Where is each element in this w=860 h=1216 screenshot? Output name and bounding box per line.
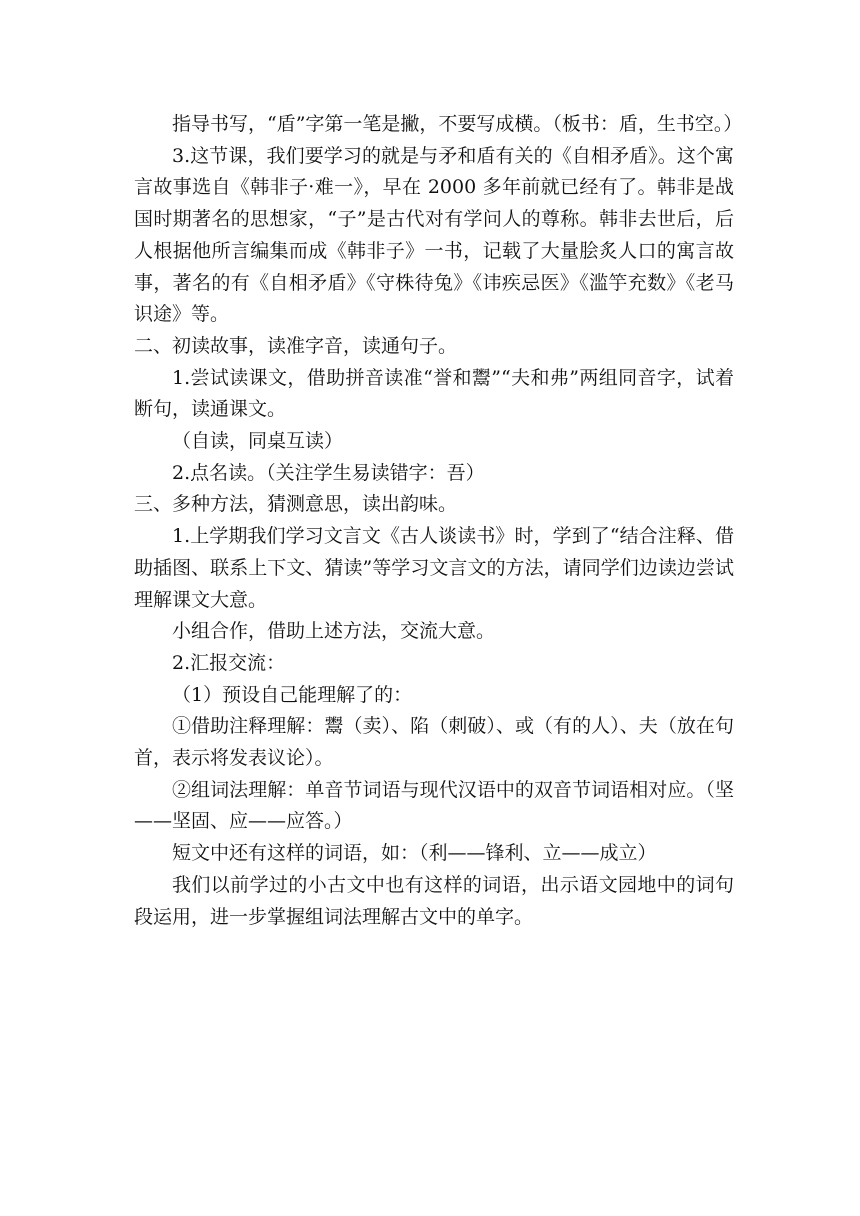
paragraph: 1.上学期我们学习文言文《古人谈读书》时，学到了“结合注释、借助插图、联系上下文、猜读”等学习文言文的方法，请同学们边读边尝试理解课文大意。 <box>134 525 734 611</box>
paragraph: ②组词法理解：单音节词语与现代汉语中的双音节词语相对应。（坚——坚固、应——应答。） <box>134 778 734 833</box>
section-heading: 二、初读故事，读准字音，读通句子。 <box>134 334 458 357</box>
paragraph: 短文中还有这样的词语，如：（利——锋利、立——成立） <box>172 842 657 865</box>
paragraph: 3.这节课，我们要学习的就是与矛和盾有关的《自相矛盾》。这个寓言故事选自《韩非子·难一》，早在 2000 多年前就已经有了。韩非是战国时期著名的思想家，“子”是古代对有学问人的尊称。韩非去世后，后人根据他所言编集而成《韩非子》一书，记载了大量脍炙人口的寓言故事，著名的有《自相矛盾》《守株待兔》《讳疾忌医》《滥竽充数》《老马识途》等。 <box>134 144 734 326</box>
section-heading: 三、多种方法，猜测意思，读出韵味。 <box>134 493 458 516</box>
paragraph: 小组合作，借助上述方法，交流大意。 <box>172 620 496 643</box>
paragraph: （1）预设自己能理解了的： <box>172 683 413 706</box>
paragraph: 1.尝试读课文，借助拼音读准“誉和鬻”“夫和弗”两组同音字，试着断句，读通课文。 <box>134 366 734 421</box>
paragraph: 指导书写，“盾”字第一笔是撇，不要写成横。（板书：盾，生书空。） <box>172 113 743 135</box>
paragraph: 我们以前学过的小古文中也有这样的词语，出示语文园地中的词句段运用，进一步掌握组词法理解古文中的单字。 <box>134 873 734 928</box>
document-body <box>134 109 743 933</box>
paragraph: （自读，同桌互读） <box>172 430 344 453</box>
paragraph: ①借助注释理解：鬻（卖）、陷（刺破）、或（有的人）、夫（放在句首，表示将发表议论）。 <box>134 715 734 770</box>
paragraph: 2.汇报交流： <box>172 651 286 674</box>
paragraph: 2.点名读。（关注学生易读错字：吾） <box>172 461 485 484</box>
